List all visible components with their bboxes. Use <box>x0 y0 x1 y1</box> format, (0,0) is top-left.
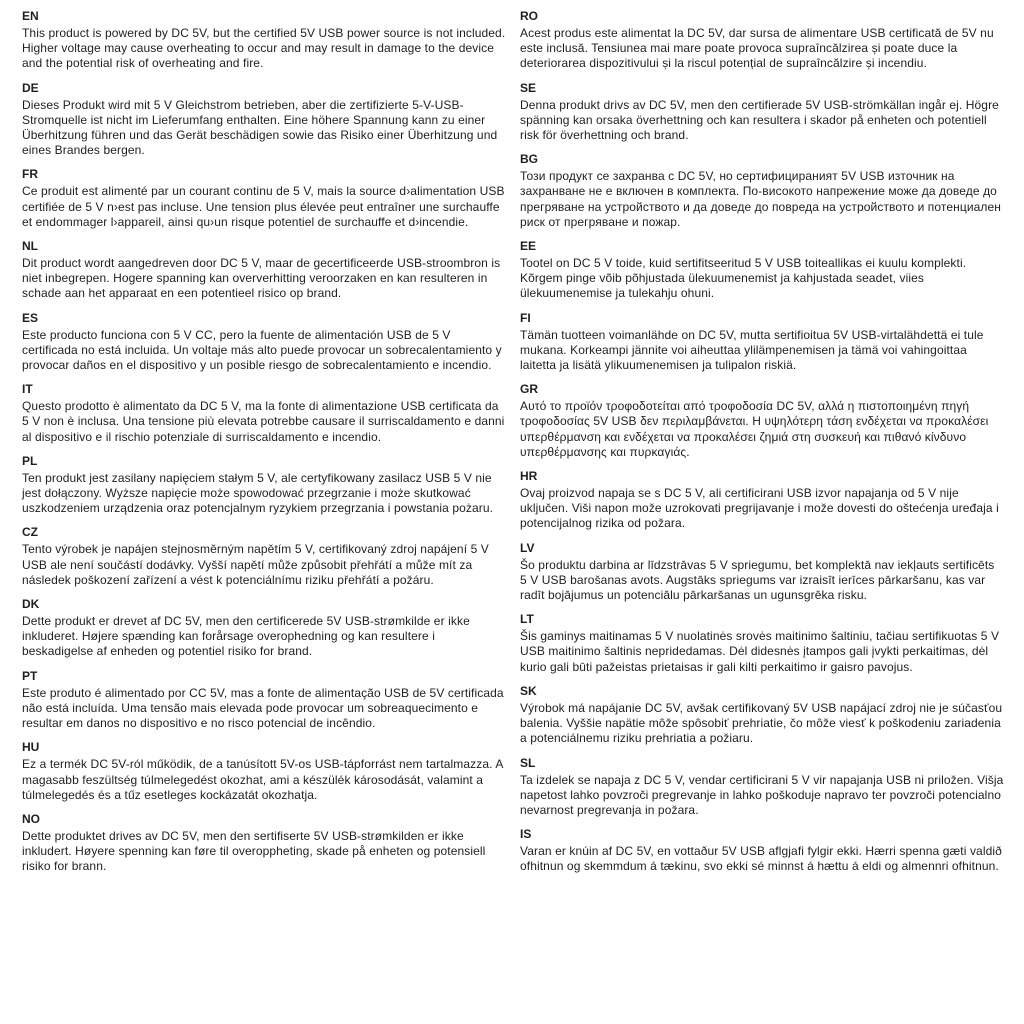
lang-code-en: EN <box>22 9 39 23</box>
lang-block-se <box>520 81 1004 144</box>
lang-text-fr: Ce produit est alimenté par un courant continu de 5 V, mais la source d›alimentation USB certifiée de 5 V n›est pas incluse. Une tension plus élevée peut entraîner une surchauffe et endommager l›appareil, ainsi qu›un risque potentiel de surchauffe et d›incendie. <box>22 184 505 229</box>
lang-code-gr: GR <box>520 382 538 397</box>
lang-block-gr <box>520 382 1004 460</box>
lang-block-de <box>22 81 506 159</box>
right-column <box>520 9 1004 1018</box>
lang-text-is: Varan er knúin af DC 5V, en vottaður 5V USB aflgjafi fylgir ekki. Hærri spenna gæti valdið ofhitnun og skemmdum á tækinu, svo ekki sé minnst á hættu á eldi og almennri ofhitnun. <box>520 844 1002 874</box>
lang-text-bg: Този продукт се захранва с DC 5V, но сертифицираният 5V USB източник на захранване не е включен в комплекта. По-високото напрежение може да доведе до прегряване на устройството и да доведе до повреда на устройството и потенциален риск от прегряване и пожар. <box>520 169 1002 229</box>
lang-code-lt: LT <box>520 612 534 627</box>
lang-text-fi: Tämän tuotteen voimanlähde on DC 5V, mutta sertifioitua 5V USB-virtalähdettä ei tule mukana. Korkeampi jännite voi aiheuttaa ylilämpenemisen ja tämä voi vahingoittaa laitetta ja lisätä ylikuumenemisen ja tulipalon riskiä. <box>520 327 984 373</box>
left-column <box>22 9 506 1018</box>
lang-block-it <box>22 382 506 445</box>
lang-text-de: Dieses Produkt wird mit 5 V Gleichstrom betrieben, aber die zertifizierte 5-V-USB-Stromquelle ist nicht im Lieferumfang enthalten. Eine höhere Spannung kann zu einer Überhitzung führen und das Gerät beschädigen sowie das Risiko einer Überhitzung und eines Brandes bergen. <box>22 97 498 158</box>
lang-block-cz <box>22 525 506 588</box>
lang-text-no: Dette produktet drives av DC 5V, men den sertifiserte 5V USB-strømkilden er ikke inkludert. Høyere spenning kan føre til overoppheting, skade på enheten og potensiell risiko for brann. <box>22 828 486 874</box>
lang-code-cz: CZ <box>22 525 38 540</box>
lang-code-sk: SK <box>520 683 537 698</box>
lang-block-hu <box>22 740 506 803</box>
lang-code-hr: HR <box>520 469 538 484</box>
lang-block-es <box>22 311 506 374</box>
lang-text-nl: Dit product wordt aangedreven door DC 5 V, maar de gecertificeerde USB-stroombron is niet inbegrepen. Hogere spanning kan oververhitting veroorzaken en kan resulteren in schade aan het apparaat en een potentieel risico op brand. <box>22 256 501 301</box>
lang-text-dk: Dette produkt er drevet af DC 5V, men den certificerede 5V USB-strømkilde er ikke inkluderet. Højere spænding kan forårsage overophedning og kan resultere i beskadigelse af enheden og potentiel risiko for brand. <box>22 614 470 659</box>
lang-text-cz: Tento výrobek je napájen stejnosměrným napětím 5 V, certifikovaný zdroj napájení 5 V USB ale není součástí dodávky. Vyšší napětí může způsobit přehřátí a může mít za následek poškození zařízení a vést k potenciálnímu riziku přehřátí a požáru. <box>22 542 489 587</box>
lang-code-es: ES <box>22 310 39 325</box>
lang-code-pl: PL <box>22 453 38 468</box>
lang-text-ro: Acest produs este alimentat la DC 5V, dar sursa de alimentare USB certificată de 5V nu este inclusă. Tensiunea mai mare poate provoca supraîncălzirea și poate duce la deteriorarea dispozitivului și la riscul potențial de supraîncălzire și incendiu. <box>520 26 994 71</box>
lang-text-sl: Ta izdelek se napaja z DC 5 V, vendar certificirani 5 V vir napajanja USB ni priložen. Višja napetost lahko povzroči pregrevanje in lahko poškoduje napravo ter povzroči potencialno nevarnost pregrevanja in požara. <box>520 772 1004 817</box>
lang-block-pt <box>22 669 506 732</box>
lang-block-hr <box>520 469 1004 532</box>
lang-code-it: IT <box>22 382 33 397</box>
lang-code-sl: SL <box>520 755 536 770</box>
lang-code-pt: PT <box>22 668 38 683</box>
lang-block-fr <box>22 167 506 230</box>
lang-text-pt: Este produto é alimentado por CC 5V, mas a fonte de alimentação USB de 5V certificada não está incluída. Uma tensão mais elevada pode provocar um sobreaquecimento e resultar em danos no dispositivo e no risco potencial de incêndio. <box>22 685 504 731</box>
lang-block-lv <box>520 541 1004 604</box>
lang-code-bg: BG <box>520 152 538 167</box>
lang-code-se: SE <box>520 80 537 95</box>
lang-text-gr: Αυτό το προϊόν τροφοδοτείται από τροφοδοσία DC 5V, αλλά η πιστοποιημένη πηγή τροφοδοσίας 5V USB δεν περιλαμβάνεται. Η υψηλότερη τάση ενδέχεται να προκαλέσει υπερθέρμανση και ενδέχεται να προκαλέσει ζημιά στη συσκευή και πιθανό κίνδυνο υπερθέρμανσης και πυρκαγιάς. <box>520 399 989 459</box>
lang-block-nl <box>22 239 506 302</box>
lang-block-ee <box>520 239 1004 302</box>
lang-code-de: DE <box>22 80 39 95</box>
lang-block-is <box>520 827 1004 874</box>
lang-block-bg <box>520 152 1004 230</box>
lang-text-es: Este producto funciona con 5 V CC, pero la fuente de alimentación USB de 5 V certificada no está incluida. Un voltaje más alto puede provocar un sobrecalentamiento y provocar daños en el dispositivo y un posible riesgo de sobrecalentamiento e incendio. <box>22 327 502 373</box>
lang-text-hr: Ovaj proizvod napaja se s DC 5 V, ali certificirani USB izvor napajanja od 5 V nije uključen. Viši napon može uzrokovati pregrijavanje i može dovesti do oštećenja uređaja i potencijalnog rizika od požara. <box>520 486 999 531</box>
lang-block-dk <box>22 597 506 660</box>
lang-text-pl: Ten produkt jest zasilany napięciem stałym 5 V, ale certyfikowany zasilacz USB 5 V nie jest dołączony. Wyższe napięcie może spowodować przegrzanie i może skutkować uszkodzeniem urządzenia oraz potencjalnym ryzykiem przegrzania i powstania pożaru. <box>22 470 494 516</box>
lang-block-lt <box>520 612 1004 675</box>
lang-code-dk: DK <box>22 597 40 612</box>
lang-code-hu: HU <box>22 740 40 755</box>
lang-text-lt: Šis gaminys maitinamas 5 V nuolatinės srovės maitinimo šaltiniu, tačiau sertifikuotas 5 V USB maitinimo šaltinis nepridedamas. Dėl didesnės įtampos gali įvykti perkaitimas, dėl kurio gali būti pažeistas prietaisas ir gali kilti perkaitimo ir gaisro pavojus. <box>520 629 1000 674</box>
lang-block-en <box>22 9 506 72</box>
lang-code-is: IS <box>520 827 532 842</box>
lang-code-ro: RO <box>520 9 538 23</box>
lang-text-sk: Výrobok má napájanie DC 5V, avšak certifikovaný 5V USB napájací zdroj nie je súčasťou balenia. Vyššie napätie môže spôsobiť prehriatie, čo môže viesť k poškodeniu zariadenia a potenciálnemu riziku prehriatia a požiaru. <box>520 700 1003 746</box>
lang-text-hu: Ez a termék DC 5V-ról működik, de a tanúsított 5V-os USB-tápforrást nem tartalmazza. A magasabb feszültség túlmelegedést okozhat, ami a készülék károsodását, valamint a túlmelegedés és a tűz esetleges kockázatát okozhatja. <box>22 757 503 802</box>
lang-block-fi <box>520 311 1004 374</box>
lang-text-en: This product is powered by DC 5V, but the certified 5V USB power source is not included. Higher voltage may cause overheating to occur and may result in damage to the device and the potential risk of overheating and fire. <box>22 26 506 71</box>
lang-code-no: NO <box>22 811 40 826</box>
lang-code-nl: NL <box>22 239 38 254</box>
lang-code-ee: EE <box>520 239 537 254</box>
lang-text-se: Denna produkt drivs av DC 5V, men den certifierade 5V USB-strömkällan ingår ej. Högre spänning kan orsaka överhettning och kan resultera i skador på enheten och potentiell risk för överhettning och brand. <box>520 97 999 143</box>
lang-block-ro <box>520 9 1004 72</box>
lang-block-no <box>22 812 506 875</box>
lang-block-pl <box>22 454 506 517</box>
lang-code-fi: FI <box>520 310 531 325</box>
lang-block-sl <box>520 756 1004 819</box>
lang-text-lv: Šo produktu darbina ar līdzstrāvas 5 V spriegumu, bet komplektā nav iekļauts sertificēts 5 V USB barošanas avots. Augstāks spriegums var izraisīt ierīces pārkaršanu, kas var radīt bojājumus un potenciālu pārkaršanas un ugunsgrēka risku. <box>520 557 995 603</box>
lang-text-ee: Tootel on DC 5 V toide, kuid sertifitseeritud 5 V USB toiteallikas ei kuulu komplekti. Kõrgem pinge võib põhjustada ülekuumenemist ja kahjustada seadet, viies ülekuumenemise ja tulekahju ohuni. <box>520 256 967 301</box>
lang-text-it: Questo prodotto è alimentato da DC 5 V, ma la fonte di alimentazione USB certificata da 5 V non è inclusa. Una tensione più elevata potrebbe causare il surriscaldamento e danni al dispositivo e il rischio potenziale di surriscaldamento e incendio. <box>22 399 505 444</box>
lang-block-sk <box>520 684 1004 747</box>
lang-code-lv: LV <box>520 540 535 555</box>
lang-code-fr: FR <box>22 167 38 182</box>
